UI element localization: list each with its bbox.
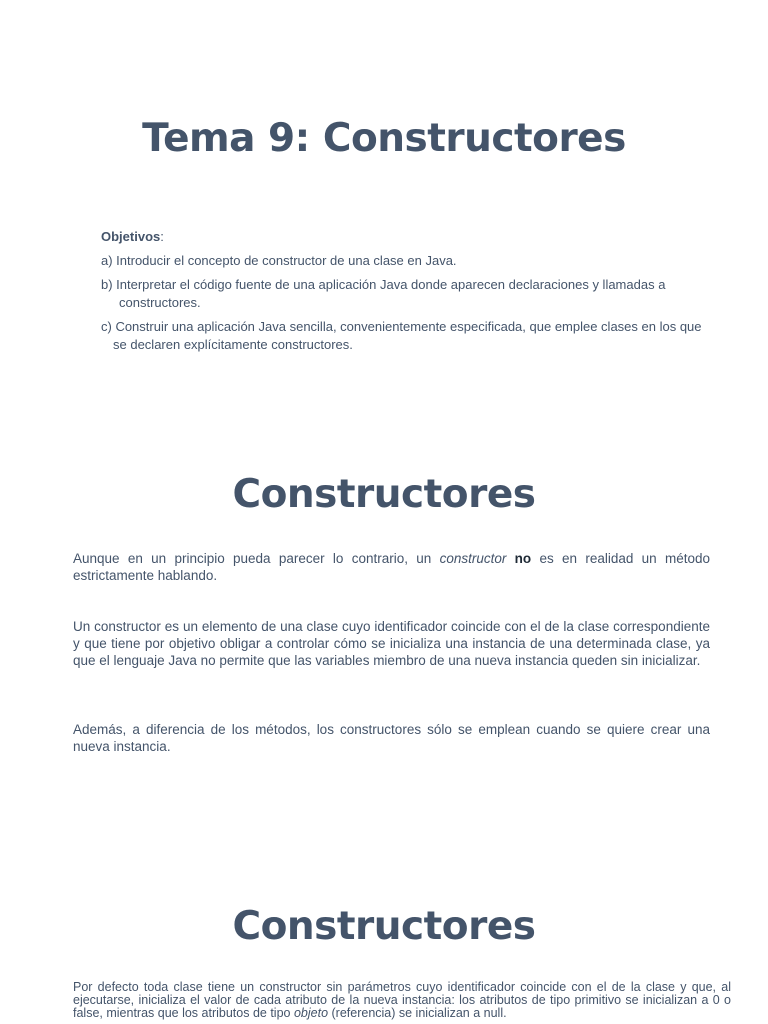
objective-item-a: a) Introducir el concepto de constructor de una clase en Java. [101,253,457,268]
slide-title: Constructores [232,472,536,517]
objective-item-c: c) Construir una aplicación Java sencilla, convenientemente especificada, que emplee clases en los que se declaren explícitamente constructores. [101,319,702,352]
objectives-block [101,228,711,360]
paragraph-definition: Un constructor es un elemento de una clase cuyo identificador coincide con el de la clase correspondiente y que tiene por objetivo obligar a controlar cómo se inicializa una instancia de una determinada clase, ya que el lenguaje Java no permite que las variables miembro de una nueva instancia queden sin inicializar. [73,619,710,668]
objectives-heading [101,228,711,246]
slide-title: Constructores [232,904,536,949]
text: (referencia) se inicializan a null. [328,1006,507,1020]
emphasis-objeto: objeto [293,1006,329,1020]
paragraph-difference: Además, a diferencia de los métodos, los constructores sólo se emplean cuando se quiere crear una nueva instancia. [73,722,710,754]
paragraph-default-constructor [73,981,731,1020]
text: Aunque en un principio pueda parecer lo contrario, un [73,551,440,566]
objective-item-b: b) Interpretar el código fuente de una aplicación Java donde aparecen declaraciones y llamadas a constructores. [101,277,666,310]
text: es en realidad un método estrictamente hablando. [73,551,710,583]
slide-title: Tema 9: Constructores [142,116,626,161]
emphasis-constructor: constructor [439,551,507,566]
slide-constructores-intro [0,430,768,862]
text: Por defecto toda clase tiene un constructor sin parámetros cuyo identificador coincide con el de la clase y que, al ejecutarse, inicializa el valor de cada atributo de la nueva instancia: los atributos de tipo primitivo se inicializan a 0 o false, mientras que los atributos de tipo [73,980,731,1020]
slide-tema-9 [0,0,768,430]
paragraph-not-a-method [73,550,710,584]
objectives-colon: : [160,229,164,244]
slide-constructores-default [0,862,768,1024]
objectives-label: Objetivos [101,229,161,244]
emphasis-no: no [514,551,532,566]
